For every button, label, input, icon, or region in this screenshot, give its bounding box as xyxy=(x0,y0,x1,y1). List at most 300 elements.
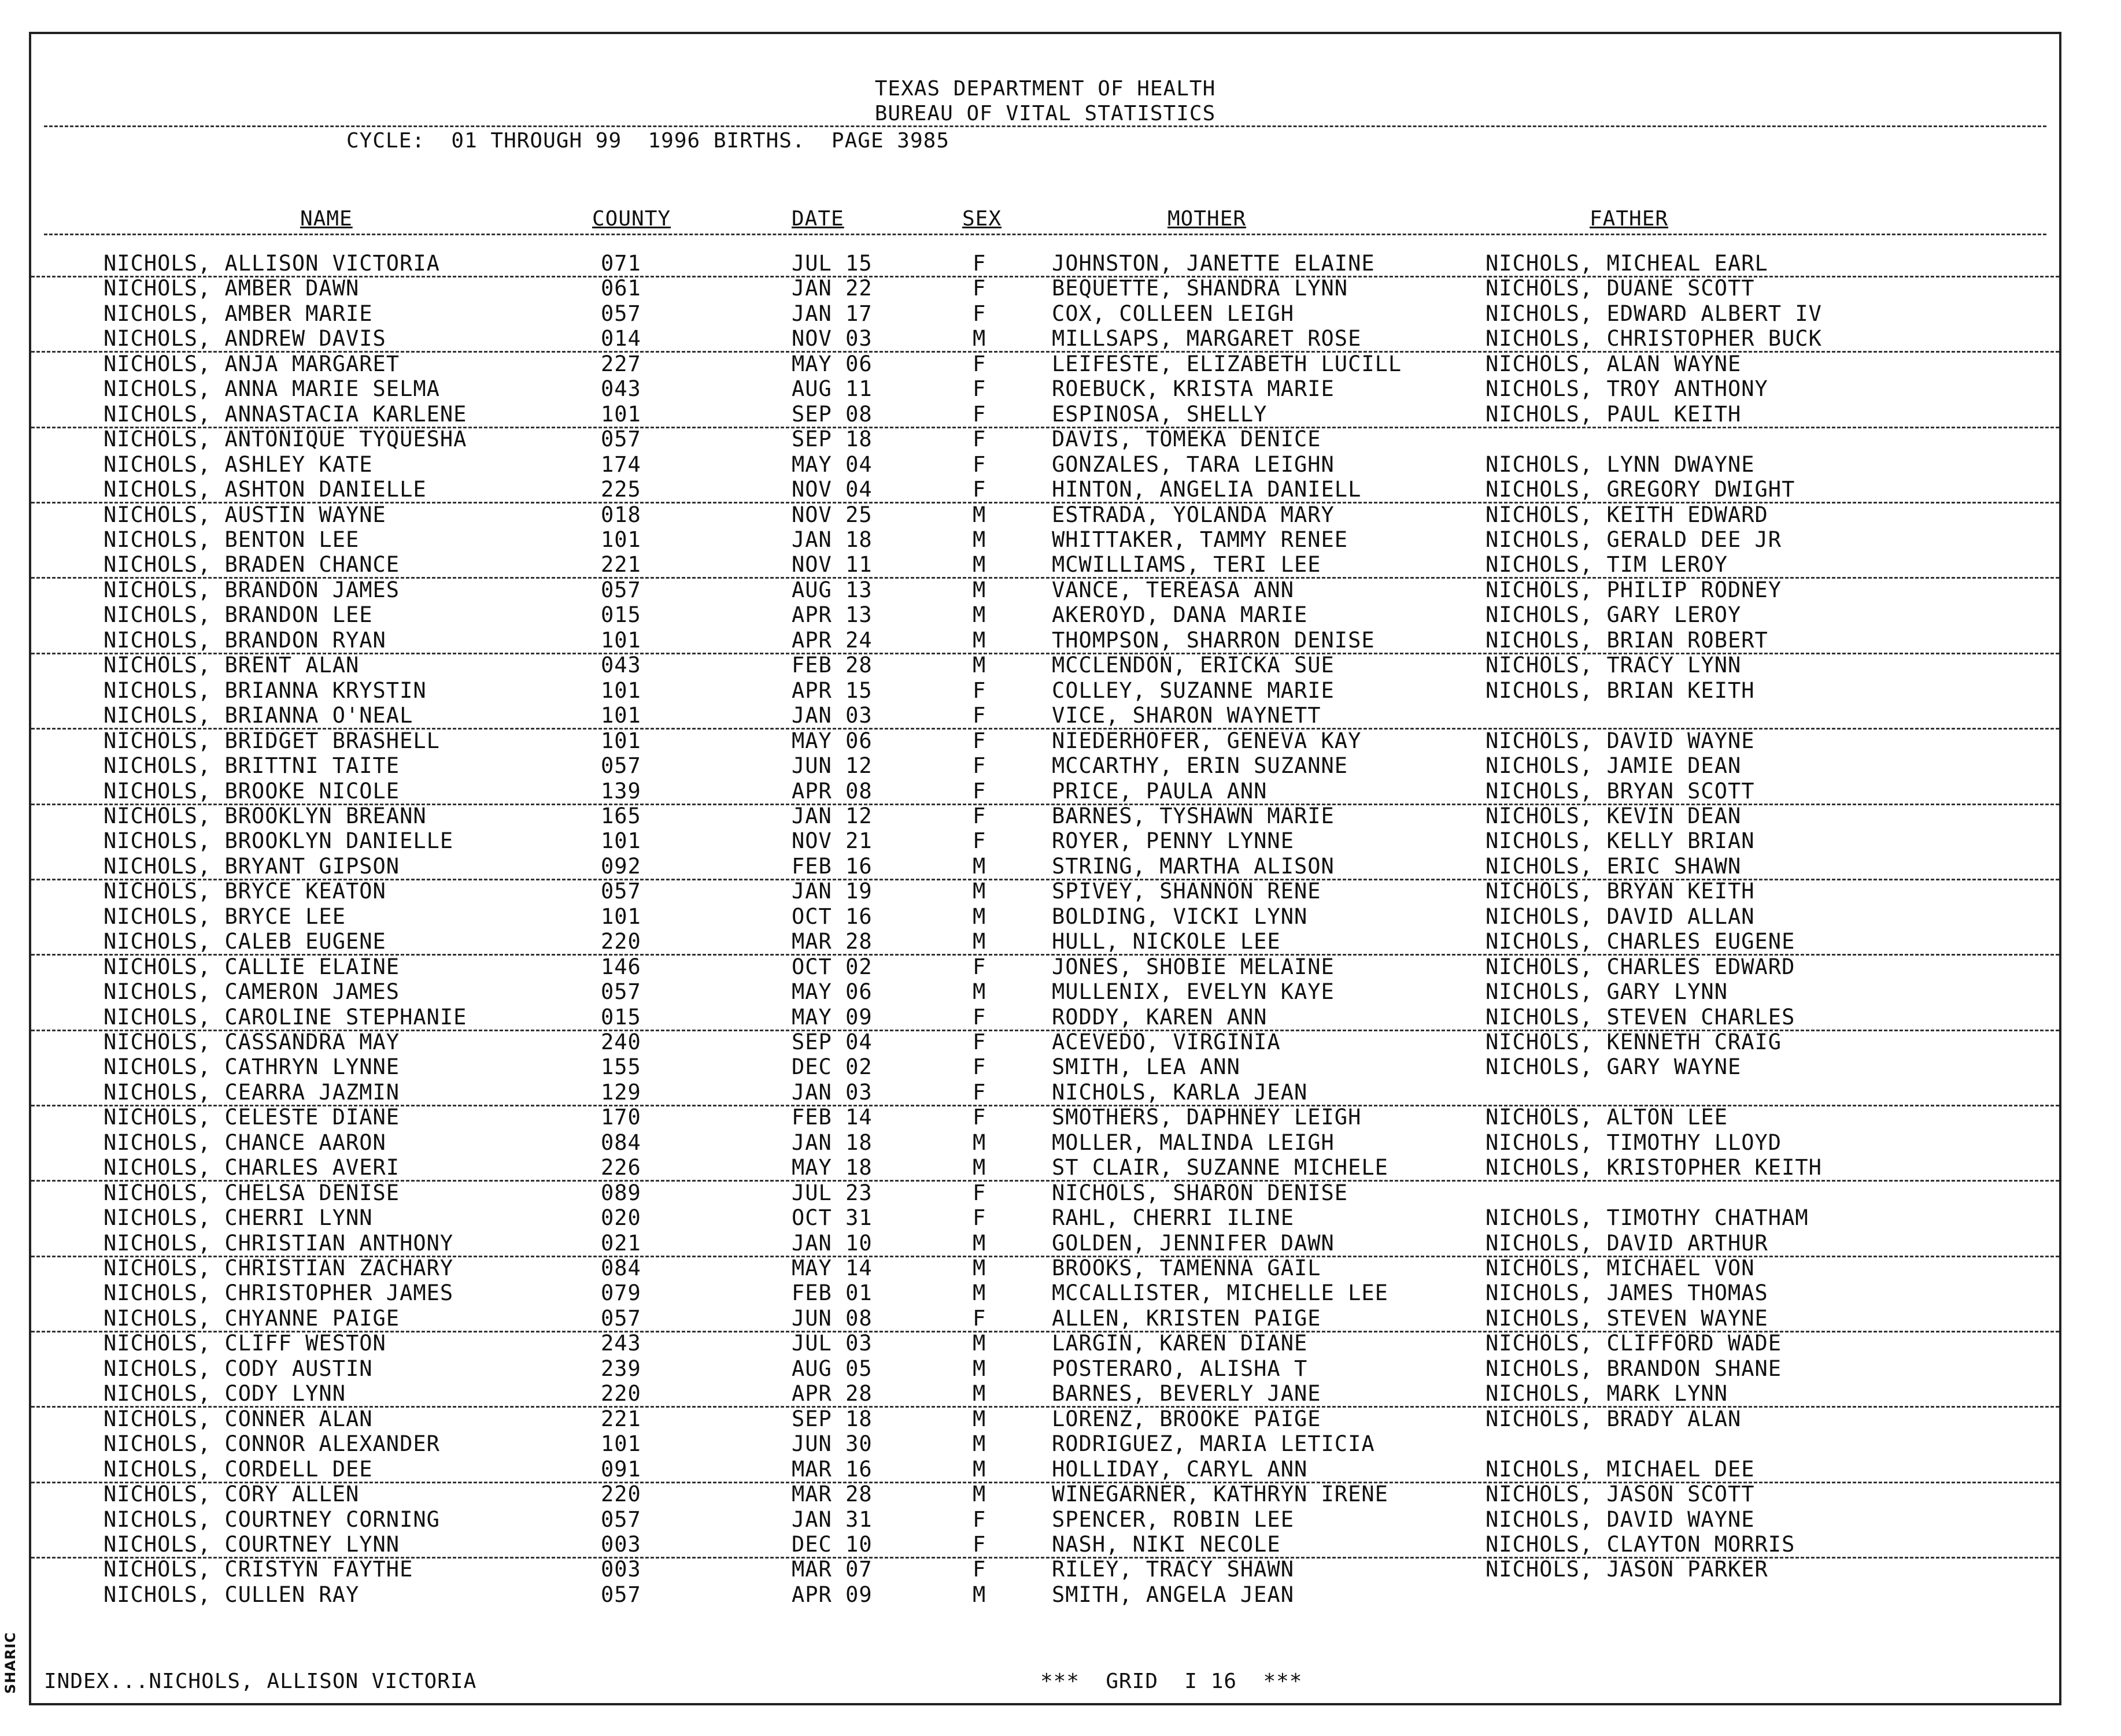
record-date: NOV 03 xyxy=(792,326,873,351)
record-name: NICHOLS, BRIANNA O'NEAL xyxy=(104,703,413,728)
record-name: NICHOLS, CODY AUSTIN xyxy=(104,1356,373,1381)
record-mother: PRICE, PAULA ANN xyxy=(1052,778,1268,804)
record-county: 003 xyxy=(601,1557,641,1582)
record-mother: HINTON, ANGELIA DANIELL xyxy=(1052,477,1362,502)
record-row xyxy=(31,879,2059,904)
record-county: 146 xyxy=(601,954,641,979)
record-sex: F xyxy=(973,1506,986,1532)
record-date: JAN 22 xyxy=(792,276,873,301)
record-name: NICHOLS, CALEB EUGENE xyxy=(104,929,386,954)
record-name: NICHOLS, CRISTYN FAYTHE xyxy=(104,1557,413,1582)
record-name: NICHOLS, ANJA MARGARET xyxy=(104,351,400,376)
record-sex: F xyxy=(973,753,986,778)
record-sex: M xyxy=(973,1406,986,1431)
record-row xyxy=(31,1406,2059,1431)
record-sex: M xyxy=(973,879,986,904)
column-header-sex: SEX xyxy=(962,207,1002,231)
record-father: NICHOLS, GARY LYNN xyxy=(1486,979,1728,1005)
record-sex: F xyxy=(973,803,986,828)
record-mother: DAVIS, TOMEKA DENICE xyxy=(1052,427,1321,452)
index-footer: INDEX...NICHOLS, ALLISON VICTORIA xyxy=(44,1670,477,1693)
record-row xyxy=(31,1532,2059,1559)
record-mother: MCWILLIAMS, TERI LEE xyxy=(1052,552,1321,578)
record-sex: F xyxy=(973,376,986,402)
record-date: OCT 02 xyxy=(792,954,873,979)
record-county: 014 xyxy=(601,326,641,351)
record-father: NICHOLS, STEVEN CHARLES xyxy=(1486,1004,1795,1030)
record-row xyxy=(31,1431,2059,1456)
record-sex: F xyxy=(973,351,986,376)
record-county: 057 xyxy=(601,1582,641,1607)
record-name: NICHOLS, CATHRYN LYNNE xyxy=(104,1054,400,1080)
record-date: JAN 18 xyxy=(792,527,873,552)
record-father: NICHOLS, MICHAEL VON xyxy=(1486,1256,1755,1280)
record-county: 061 xyxy=(601,276,641,301)
record-mother: SMITH, LEA ANN xyxy=(1052,1054,1240,1080)
record-row xyxy=(31,954,2059,979)
record-mother: SPENCER, ROBIN LEE xyxy=(1052,1506,1294,1532)
record-name: NICHOLS, CHRISTIAN ANTHONY xyxy=(104,1230,454,1256)
record-row xyxy=(31,527,2059,552)
record-row xyxy=(31,1582,2059,1607)
record-county: 043 xyxy=(601,653,641,678)
record-date: JUN 12 xyxy=(792,753,873,778)
record-name: NICHOLS, BRADEN CHANCE xyxy=(104,552,400,578)
record-sex: M xyxy=(973,1381,986,1406)
record-county: 220 xyxy=(601,929,641,954)
record-county: 155 xyxy=(601,1054,641,1080)
record-date: FEB 16 xyxy=(792,853,873,879)
record-name: NICHOLS, BRYCE KEATON xyxy=(104,879,386,904)
record-county: 015 xyxy=(601,1004,641,1030)
record-row xyxy=(31,753,2059,778)
record-date: JAN 18 xyxy=(792,1130,873,1155)
record-name: NICHOLS, ANTONIQUE TYQUESHA xyxy=(104,427,467,452)
record-name: NICHOLS, CULLEN RAY xyxy=(104,1582,360,1607)
record-father: NICHOLS, BRYAN KEITH xyxy=(1486,879,1755,904)
record-father: NICHOLS, DAVID WAYNE xyxy=(1486,728,1755,753)
record-date: DEC 10 xyxy=(792,1532,873,1557)
record-sex: M xyxy=(973,904,986,929)
record-date: APR 15 xyxy=(792,678,873,703)
record-county: 057 xyxy=(601,301,641,326)
record-date: NOV 21 xyxy=(792,828,873,854)
record-row xyxy=(31,1080,2059,1106)
record-sex: M xyxy=(973,1482,986,1507)
record-date: JAN 17 xyxy=(792,301,873,326)
record-sex: F xyxy=(973,1557,986,1582)
record-name: NICHOLS, AMBER DAWN xyxy=(104,276,360,301)
record-father: NICHOLS, GREGORY DWIGHT xyxy=(1486,477,1795,502)
record-sex: M xyxy=(973,1280,986,1306)
record-father: NICHOLS, ALTON LEE xyxy=(1486,1105,1728,1130)
record-row xyxy=(31,1331,2059,1356)
record-date: JUN 30 xyxy=(792,1431,873,1457)
record-mother: JONES, SHOBIE MELAINE xyxy=(1052,954,1335,979)
record-mother: GONZALES, TARA LEIGHN xyxy=(1052,451,1335,477)
record-row xyxy=(31,477,2059,504)
record-date: MAY 06 xyxy=(792,979,873,1005)
record-mother: BOLDING, VICKI LYNN xyxy=(1052,904,1308,929)
record-sex: F xyxy=(973,451,986,477)
record-row xyxy=(31,427,2059,451)
record-mother: HULL, NICKOLE LEE xyxy=(1052,929,1281,954)
record-date: JUN 08 xyxy=(792,1305,873,1331)
record-father: NICHOLS, TRACY LYNN xyxy=(1486,653,1742,678)
record-date: MAR 28 xyxy=(792,929,873,954)
record-mother: RODRIGUEZ, MARIA LETICIA xyxy=(1052,1431,1375,1457)
record-county: 101 xyxy=(601,627,641,653)
record-mother: WINEGARNER, KATHRYN IRENE xyxy=(1052,1482,1388,1507)
record-father: NICHOLS, KEVIN DEAN xyxy=(1486,803,1742,828)
record-row xyxy=(31,703,2059,730)
record-row xyxy=(31,979,2059,1004)
record-county: 101 xyxy=(601,904,641,929)
record-county: 071 xyxy=(601,251,641,276)
record-mother: NIEDERHOFER, GENEVA KAY xyxy=(1052,728,1362,753)
record-mother: WHITTAKER, TAMMY RENEE xyxy=(1052,527,1348,552)
record-county: 084 xyxy=(601,1130,641,1155)
record-name: NICHOLS, AUSTIN WAYNE xyxy=(104,502,386,527)
record-row xyxy=(31,1557,2059,1582)
record-name: NICHOLS, ANNA MARIE SELMA xyxy=(104,376,440,402)
record-mother: MOLLER, MALINDA LEIGH xyxy=(1052,1130,1335,1155)
record-sex: M xyxy=(973,929,986,954)
record-mother: GOLDEN, JENNIFER DAWN xyxy=(1052,1230,1335,1256)
record-name: NICHOLS, CONNER ALAN xyxy=(104,1406,373,1431)
record-name: NICHOLS, BRITTNI TAITE xyxy=(104,753,400,778)
record-name: NICHOLS, COURTNEY LYNN xyxy=(104,1532,400,1557)
record-sex: F xyxy=(973,1004,986,1030)
record-row xyxy=(31,1155,2059,1182)
record-county: 057 xyxy=(601,979,641,1005)
record-name: NICHOLS, BRIDGET BRASHELL xyxy=(104,728,440,753)
record-father: NICHOLS, GARY LEROY xyxy=(1486,602,1742,628)
record-sex: F xyxy=(973,1079,986,1105)
record-mother: NICHOLS, KARLA JEAN xyxy=(1052,1079,1308,1105)
record-date: SEP 18 xyxy=(792,427,873,452)
record-date: MAR 16 xyxy=(792,1456,873,1482)
record-name: NICHOLS, CHRISTIAN ZACHARY xyxy=(104,1256,454,1280)
record-father: NICHOLS, BRIAN KEITH xyxy=(1486,678,1755,703)
record-sex: M xyxy=(973,502,986,527)
record-name: NICHOLS, BRYCE LEE xyxy=(104,904,346,929)
record-father: NICHOLS, CHARLES EUGENE xyxy=(1486,929,1795,954)
record-name: NICHOLS, BRYANT GIPSON xyxy=(104,853,400,879)
record-name: NICHOLS, CHYANNE PAIGE xyxy=(104,1305,400,1331)
record-name: NICHOLS, CELESTE DIANE xyxy=(104,1105,400,1130)
record-father: NICHOLS, DUANE SCOTT xyxy=(1486,276,1755,301)
record-name: NICHOLS, CHARLES AVERI xyxy=(104,1155,400,1180)
record-row xyxy=(31,301,2059,326)
record-mother: COX, COLLEEN LEIGH xyxy=(1052,301,1294,326)
record-father: NICHOLS, CHARLES EDWARD xyxy=(1486,954,1795,979)
record-name: NICHOLS, CHANCE AARON xyxy=(104,1130,386,1155)
record-county: 226 xyxy=(601,1155,641,1180)
record-name: NICHOLS, BRIANNA KRYSTIN xyxy=(104,678,427,703)
record-county: 057 xyxy=(601,427,641,452)
record-sex: F xyxy=(973,828,986,854)
record-sex: F xyxy=(973,427,986,452)
record-county: 101 xyxy=(601,703,641,728)
record-date: DEC 02 xyxy=(792,1054,873,1080)
record-date: FEB 01 xyxy=(792,1280,873,1306)
record-sex: M xyxy=(973,552,986,578)
record-mother: SMITH, ANGELA JEAN xyxy=(1052,1582,1294,1607)
record-father: NICHOLS, DAVID WAYNE xyxy=(1486,1506,1755,1532)
record-row xyxy=(31,653,2059,678)
record-county: 057 xyxy=(601,753,641,778)
record-sex: F xyxy=(973,778,986,804)
record-date: AUG 13 xyxy=(792,577,873,602)
record-sex: F xyxy=(973,251,986,276)
record-mother: LARGIN, KAREN DIANE xyxy=(1052,1331,1308,1356)
record-father: NICHOLS, BRANDON SHANE xyxy=(1486,1356,1782,1381)
record-father: NICHOLS, KELLY BRIAN xyxy=(1486,828,1755,854)
record-county: 084 xyxy=(601,1256,641,1280)
record-mother: MCCLENDON, ERICKA SUE xyxy=(1052,653,1335,678)
record-date: FEB 28 xyxy=(792,653,873,678)
record-name: NICHOLS, ASHLEY KATE xyxy=(104,451,373,477)
record-sex: M xyxy=(973,602,986,628)
record-sex: F xyxy=(973,1105,986,1130)
record-county: 003 xyxy=(601,1532,641,1557)
record-sex: F xyxy=(973,477,986,502)
record-county: 101 xyxy=(601,401,641,427)
record-date: OCT 31 xyxy=(792,1205,873,1231)
record-date: MAR 28 xyxy=(792,1482,873,1507)
record-name: NICHOLS, BENTON LEE xyxy=(104,527,360,552)
record-date: JUL 03 xyxy=(792,1331,873,1356)
record-county: 021 xyxy=(601,1230,641,1256)
record-sex: F xyxy=(973,1180,986,1205)
record-father: NICHOLS, DAVID ARTHUR xyxy=(1486,1230,1768,1256)
record-mother: ESTRADA, YOLANDA MARY xyxy=(1052,502,1335,527)
record-mother: RODDY, KAREN ANN xyxy=(1052,1004,1268,1030)
record-sex: M xyxy=(973,1331,986,1356)
record-date: NOV 25 xyxy=(792,502,873,527)
record-county: 057 xyxy=(601,879,641,904)
record-sex: F xyxy=(973,728,986,753)
record-name: NICHOLS, CODY LYNN xyxy=(104,1381,346,1406)
side-label: SHARIC xyxy=(2,1632,19,1694)
grid-footer: *** GRID I 16 *** xyxy=(1040,1670,1303,1693)
record-father: NICHOLS, STEVEN WAYNE xyxy=(1486,1305,1768,1331)
record-father: NICHOLS, BRYAN SCOTT xyxy=(1486,778,1755,804)
record-date: SEP 08 xyxy=(792,401,873,427)
record-father: NICHOLS, CLIFFORD WADE xyxy=(1486,1331,1782,1356)
record-father: NICHOLS, ERIC SHAWN xyxy=(1486,853,1742,879)
record-sex: M xyxy=(973,653,986,678)
record-sex: F xyxy=(973,1054,986,1080)
record-county: 225 xyxy=(601,477,641,502)
record-father: NICHOLS, KEITH EDWARD xyxy=(1486,502,1768,527)
record-date: JAN 03 xyxy=(792,703,873,728)
record-county: 139 xyxy=(601,778,641,804)
record-row xyxy=(31,1482,2059,1506)
record-sex: M xyxy=(973,1582,986,1607)
record-row xyxy=(31,1356,2059,1381)
record-county: 101 xyxy=(601,678,641,703)
record-name: NICHOLS, ANDREW DAVIS xyxy=(104,326,386,351)
record-mother: STRING, MARTHA ALISON xyxy=(1052,853,1335,879)
record-row xyxy=(31,402,2059,428)
record-mother: BROOKS, TAMENNA GAIL xyxy=(1052,1256,1321,1280)
record-county: 227 xyxy=(601,351,641,376)
record-mother: MCCARTHY, ERIN SUZANNE xyxy=(1052,753,1348,778)
record-date: JUL 23 xyxy=(792,1180,873,1205)
record-date: MAY 18 xyxy=(792,1155,873,1180)
column-header-mother: MOTHER xyxy=(1167,207,1247,231)
record-date: JAN 31 xyxy=(792,1506,873,1532)
record-sex: M xyxy=(973,326,986,351)
record-name: NICHOLS, CALLIE ELAINE xyxy=(104,954,400,979)
record-mother: VANCE, TEREASA ANN xyxy=(1052,577,1294,602)
record-row xyxy=(31,1205,2059,1230)
record-mother: ST CLAIR, SUZANNE MICHELE xyxy=(1052,1155,1388,1180)
record-father: NICHOLS, TROY ANTHONY xyxy=(1486,376,1768,402)
record-date: APR 13 xyxy=(792,602,873,628)
record-father: NICHOLS, GERALD DEE JR xyxy=(1486,527,1782,552)
record-row xyxy=(31,728,2059,753)
record-row xyxy=(31,1130,2059,1155)
record-county: 057 xyxy=(601,1305,641,1331)
record-mother: ROEBUCK, KRISTA MARIE xyxy=(1052,376,1335,402)
record-name: NICHOLS, ANNASTACIA KARLENE xyxy=(104,401,467,427)
record-father: NICHOLS, JASON SCOTT xyxy=(1486,1482,1755,1507)
record-row xyxy=(31,602,2059,627)
record-date: NOV 11 xyxy=(792,552,873,578)
record-date: MAY 06 xyxy=(792,728,873,753)
record-county: 239 xyxy=(601,1356,641,1381)
record-name: NICHOLS, BRANDON RYAN xyxy=(104,627,386,653)
record-name: NICHOLS, ALLISON VICTORIA xyxy=(104,251,440,276)
record-mother: HOLLIDAY, CARYL ANN xyxy=(1052,1456,1308,1482)
record-county: 221 xyxy=(601,1406,641,1431)
record-mother: LORENZ, BROOKE PAIGE xyxy=(1052,1406,1321,1431)
record-date: APR 24 xyxy=(792,627,873,653)
record-date: MAR 07 xyxy=(792,1557,873,1582)
record-mother: ROYER, PENNY LYNNE xyxy=(1052,828,1294,854)
record-sex: M xyxy=(973,1130,986,1155)
record-father: NICHOLS, JAMIE DEAN xyxy=(1486,753,1742,778)
record-mother: ACEVEDO, VIRGINIA xyxy=(1052,1030,1281,1054)
record-name: NICHOLS, AMBER MARIE xyxy=(104,301,373,326)
record-mother: RAHL, CHERRI ILINE xyxy=(1052,1205,1294,1231)
record-mother: NICHOLS, SHARON DENISE xyxy=(1052,1180,1348,1205)
record-father: NICHOLS, MARK LYNN xyxy=(1486,1381,1728,1406)
record-row xyxy=(31,1507,2059,1532)
record-row xyxy=(31,326,2059,353)
record-row xyxy=(31,1030,2059,1054)
record-sex: F xyxy=(973,276,986,301)
record-sex: M xyxy=(973,1356,986,1381)
record-mother: MCCALLISTER, MICHELLE LEE xyxy=(1052,1280,1388,1306)
record-row xyxy=(31,828,2059,853)
record-sex: F xyxy=(973,678,986,703)
record-county: 221 xyxy=(601,552,641,578)
record-sex: M xyxy=(973,1230,986,1256)
record-name: NICHOLS, CONNOR ALEXANDER xyxy=(104,1431,440,1457)
header-rule xyxy=(44,125,2046,127)
record-father: NICHOLS, EDWARD ALBERT IV xyxy=(1486,301,1822,326)
record-sex: M xyxy=(973,1431,986,1457)
record-row xyxy=(31,628,2059,654)
record-name: NICHOLS, BROOKLYN BREANN xyxy=(104,803,427,828)
record-row xyxy=(31,552,2059,579)
record-row xyxy=(31,1256,2059,1280)
record-row xyxy=(31,1005,2059,1031)
record-mother: RILEY, TRACY SHAWN xyxy=(1052,1557,1294,1582)
record-mother: VICE, SHARON WAYNETT xyxy=(1052,703,1321,728)
record-mother: COLLEY, SUZANNE MARIE xyxy=(1052,678,1335,703)
record-mother: MILLSAPS, MARGARET ROSE xyxy=(1052,326,1362,351)
record-county: 079 xyxy=(601,1280,641,1306)
record-father: NICHOLS, CHRISTOPHER BUCK xyxy=(1486,326,1822,351)
record-row xyxy=(31,351,2059,376)
record-row xyxy=(31,1105,2059,1130)
record-father: NICHOLS, BRIAN ROBERT xyxy=(1486,627,1768,653)
record-sex: M xyxy=(973,979,986,1005)
record-name: NICHOLS, CEARRA JAZMIN xyxy=(104,1079,400,1105)
record-county: 101 xyxy=(601,728,641,753)
record-county: 018 xyxy=(601,502,641,527)
record-date: JAN 19 xyxy=(792,879,873,904)
record-row xyxy=(31,904,2059,929)
record-father: NICHOLS, BRADY ALAN xyxy=(1486,1406,1742,1431)
record-date: MAY 06 xyxy=(792,351,873,376)
record-sex: F xyxy=(973,1030,986,1054)
record-name: NICHOLS, CASSANDRA MAY xyxy=(104,1030,400,1054)
record-mother: SMOTHERS, DAPHNEY LEIGH xyxy=(1052,1105,1362,1130)
cycle-line: CYCLE: 01 THROUGH 99 1996 BIRTHS. PAGE 3985 xyxy=(346,129,949,153)
column-header-county: COUNTY xyxy=(592,207,671,231)
record-mother: AKEROYD, DANA MARIE xyxy=(1052,602,1308,628)
record-father: NICHOLS, JAMES THOMAS xyxy=(1486,1280,1768,1306)
record-county: 092 xyxy=(601,853,641,879)
record-father: NICHOLS, TIM LEROY xyxy=(1486,552,1728,578)
record-date: SEP 04 xyxy=(792,1030,873,1054)
record-father: NICHOLS, GARY WAYNE xyxy=(1486,1054,1742,1080)
record-sex: F xyxy=(973,954,986,979)
record-date: SEP 18 xyxy=(792,1406,873,1431)
record-mother: POSTERARO, ALISHA T xyxy=(1052,1356,1308,1381)
record-date: MAY 04 xyxy=(792,451,873,477)
record-county: 240 xyxy=(601,1030,641,1054)
record-name: NICHOLS, CAROLINE STEPHANIE xyxy=(104,1004,467,1030)
record-name: NICHOLS, BROOKLYN DANIELLE xyxy=(104,828,454,854)
record-sex: M xyxy=(973,1456,986,1482)
record-date: JUL 15 xyxy=(792,251,873,276)
record-date: APR 28 xyxy=(792,1381,873,1406)
record-father: NICHOLS, CLAYTON MORRIS xyxy=(1486,1532,1795,1557)
record-sex: M xyxy=(973,627,986,653)
record-county: 243 xyxy=(601,1331,641,1356)
record-row xyxy=(31,1280,2059,1305)
record-county: 101 xyxy=(601,527,641,552)
record-mother: BARNES, BEVERLY JANE xyxy=(1052,1381,1321,1406)
record-father: NICHOLS, TIMOTHY CHATHAM xyxy=(1486,1205,1809,1231)
record-row xyxy=(31,276,2059,301)
record-county: 174 xyxy=(601,451,641,477)
record-father: NICHOLS, TIMOTHY LLOYD xyxy=(1486,1130,1782,1155)
record-name: NICHOLS, BRENT ALAN xyxy=(104,653,360,678)
record-name: NICHOLS, CORY ALLEN xyxy=(104,1482,360,1507)
record-county: 170 xyxy=(601,1105,641,1130)
record-date: FEB 14 xyxy=(792,1105,873,1130)
record-county: 220 xyxy=(601,1381,641,1406)
record-date: JAN 10 xyxy=(792,1230,873,1256)
